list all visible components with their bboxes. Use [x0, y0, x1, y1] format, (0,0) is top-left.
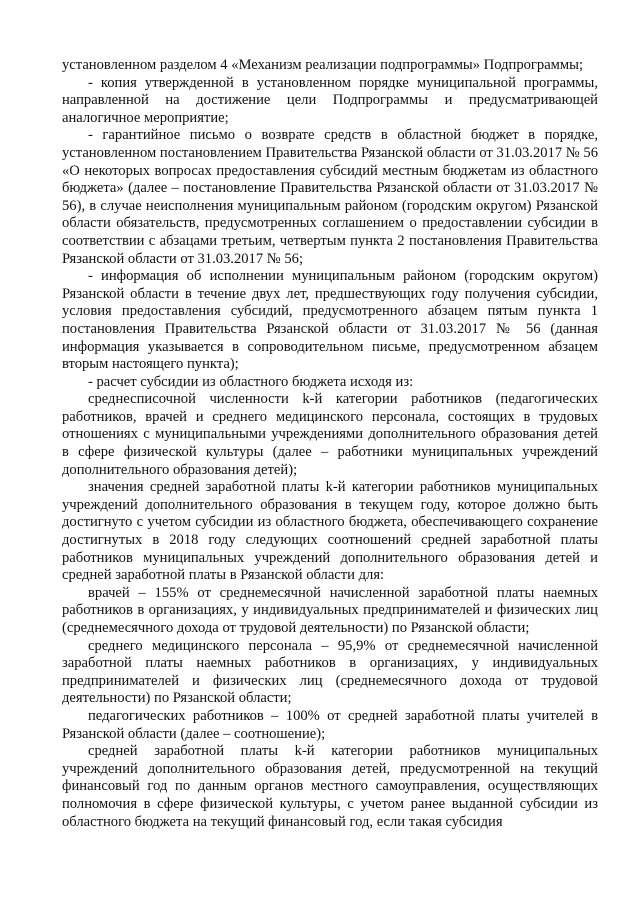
paragraph: - расчет субсидии из областного бюджета исходя из:	[88, 373, 414, 390]
paragraph: - копия утвержденной в установленном порядке муниципальной программы, направленной на достижение цели Подпрограммы и предусматривающей аналогичное мероприятие;	[62, 74, 598, 126]
paragraph: значения средней заработной платы k-й категории работников муниципальных учреждений дополнительного образования в текущем году, которое должно быть достигнуто с учетом субсидии из областного бюджета, обеспечивающего сохранение достигнутых в 2018 году следующих соотношений средней заработной платы работников муниципальных учреждений дополнительного образования детей и средней заработной платы в Рязанской области для:	[62, 479, 598, 584]
paragraph: педагогических работников – 100% от средней заработной платы учителей в Рязанской области (далее – соотношение);	[62, 707, 598, 742]
document-body	[62, 57, 598, 831]
paragraph: среднесписочной численности k-й категории работников (педагогических работников, врачей и среднего медицинского персонала, состоящих в трудовых отношениях с муниципальными учреждениями дополнительного образования детей в сфере физической культуры (далее – работники муниципальных учреждений дополнительного образования детей);	[62, 391, 598, 478]
paragraph: врачей – 155% от среднемесячной начисленной заработной платы наемных работников в организациях, у индивидуальных предпринимателей и физических лиц (среднемесячного дохода от трудовой деятельности) по Рязанской области;	[62, 584, 598, 636]
paragraph: средней заработной платы k-й категории работников муниципальных учреждений дополнительного образования детей, предусмотренной на текущий финансовый год по данным органов местного самоуправления, осуществляющих полномочия в сфере физической культуры, с учетом ранее выданной субсидии из областного бюджета на текущий финансовый год, если такая субсидия	[62, 743, 598, 830]
paragraph: - информация об исполнении муниципальным районом (городским округом) Рязанской области в течение двух лет, предшествующих году получения субсидии, условия предоставления субсидий, предусмотренного абзацем пятым пункта 1 постановления Правительства Рязанской области от 31.03.2017 № 56 (данная информация указывается в сопроводительном письме, предусмотренном абзацем вторым настоящего пункта);	[62, 268, 598, 373]
paragraph: установленном разделом 4 «Механизм реализации подпрограммы» Подпрограммы;	[62, 57, 584, 73]
paragraph: - гарантийное письмо о возврате средств в областной бюджет в порядке, установленном постановлением Правительства Рязанской области от 31.03.2017 № 56 «О некоторых вопросах предоставления субсидий местным бюджетам из областного бюджета» (далее – постановление Правительства Рязанской области от 31.03.2017 № 56), в случае неисполнения муниципальным районом (городским округом) Рязанской области обязательств, предусмотренных соглашением о предоставлении субсидии в соответствии с абзацами третьим, четвертым пункта 2 постановления Правительства Рязанской области от 31.03.2017 № 56;	[62, 127, 598, 267]
paragraph: среднего медицинского персонала – 95,9% от среднемесячной начисленной заработной платы наемных работников в организациях, у индивидуальных предпринимателей и физических лиц (среднемесячного дохода от трудовой деятельности) по Рязанской области;	[62, 637, 598, 707]
